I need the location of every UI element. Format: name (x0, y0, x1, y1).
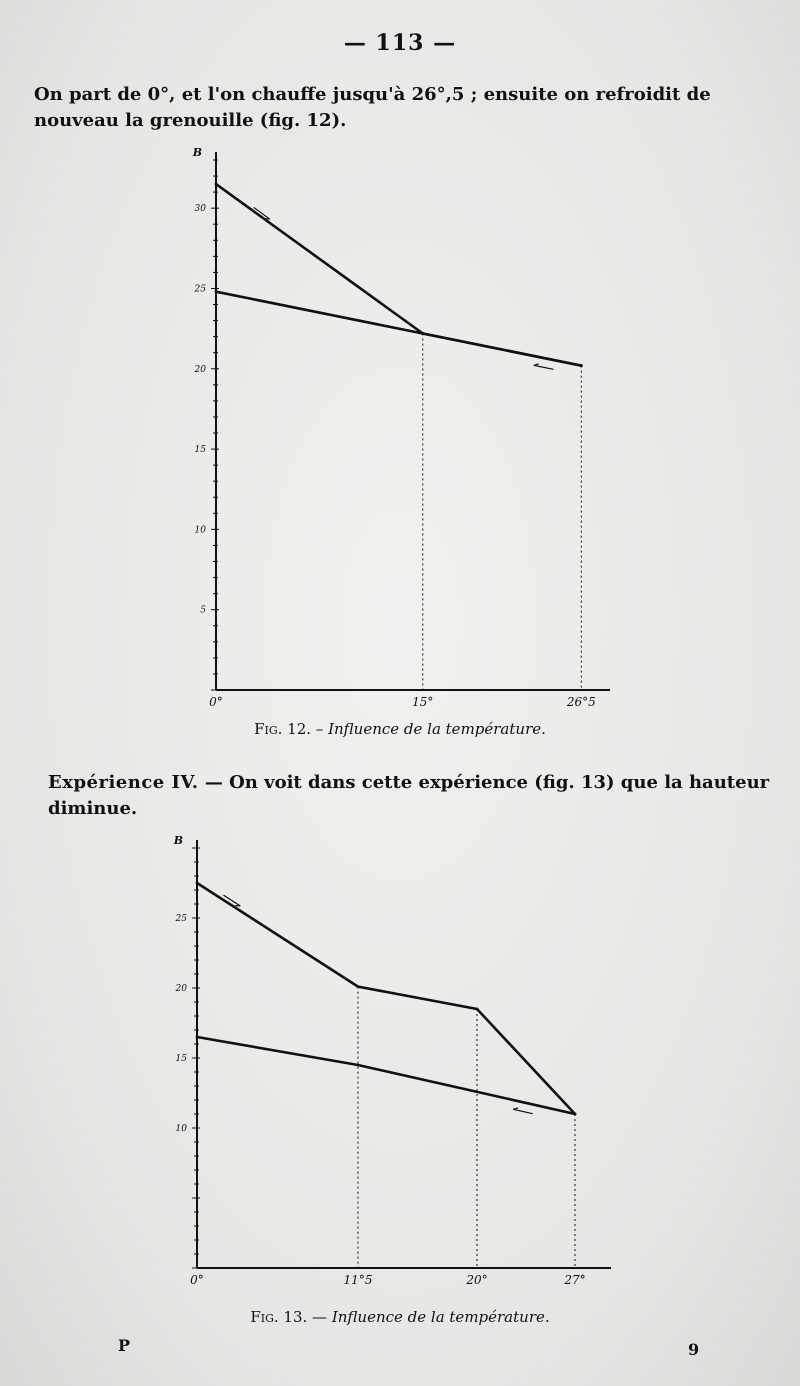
experience-heading: Expérience IV. (48, 772, 199, 793)
fig12-data-point (215, 290, 218, 293)
fig12-data-point (421, 332, 424, 335)
fig12-x-tick-label: 26°5 (566, 695, 596, 709)
fig12-y-tick-label: 20 (194, 364, 206, 375)
fig12-x-tick-label: 0° (209, 695, 223, 709)
paragraph-experience-4 (48, 770, 778, 822)
fig13-y-tick-label: 10 (175, 1124, 187, 1134)
fig13-data-point (357, 1064, 360, 1067)
fig13-direction-arrow (513, 1109, 533, 1113)
figure-12-label: Fig. 12. (254, 720, 312, 738)
fig13-data-point (196, 882, 199, 885)
fig12-data-point (215, 183, 218, 186)
fig13-x-tick-label: 27° (564, 1273, 586, 1287)
figure-12-caption (0, 720, 800, 738)
fig12-y-tick-label: 5 (200, 605, 206, 616)
fig13-y-axis-label: B (173, 834, 183, 847)
fig12-direction-arrowhead (265, 219, 270, 220)
fig13-series-line-1 (197, 883, 575, 1114)
fig13-x-tick-label: 11°5 (343, 1273, 373, 1287)
fig12-direction-arrow (534, 365, 554, 369)
page-number: — 113 — (343, 30, 457, 56)
fig12-y-tick-label: 10 (194, 525, 206, 536)
paragraph-intro: On part de 0°, et l'on chauffe jusqu'à 26°,5 ; ensuite on refroidit de nouveau la grenouille (fig. 12). (34, 84, 711, 131)
experience-body: — On voit dans cette expérience (fig. 13) que la hauteur diminue. (48, 772, 770, 819)
figure-12-title: – Influence de la température. (311, 720, 546, 738)
figure-12-plot (192, 146, 610, 709)
fig13-series-line-2 (197, 1037, 575, 1114)
figure-13-plot (173, 834, 611, 1287)
fig12-y-tick-label: 30 (194, 204, 206, 215)
fig12-y-tick-label: 15 (194, 445, 206, 456)
fig13-x-tick-label: 20° (466, 1273, 488, 1287)
figure-13-caption (0, 1308, 800, 1326)
figure-13-title: — Influence de la température. (307, 1308, 550, 1326)
fig12-y-axis-label: B (192, 146, 202, 159)
fig13-data-point (196, 1036, 199, 1039)
footer-signature-mark: P (118, 1336, 131, 1355)
fig12-series-line-1 (216, 184, 581, 366)
fig13-data-point (574, 1113, 577, 1116)
fig12-y-tick-label: 25 (194, 284, 206, 295)
figure-13-label: Fig. 13. (250, 1308, 308, 1326)
fig13-data-point (357, 985, 360, 988)
fig13-y-tick-label: 25 (175, 914, 187, 924)
fig12-x-tick-label: 15° (412, 695, 434, 709)
fig13-data-point (476, 1008, 479, 1011)
footer-sheet-number: 9 (688, 1340, 700, 1359)
fig12-data-point (580, 364, 583, 367)
fig13-x-tick-label: 0° (190, 1273, 204, 1287)
fig12-direction-arrowhead (534, 364, 539, 365)
fig13-y-tick-label: 15 (175, 1054, 187, 1064)
fig13-y-tick-label: 20 (175, 984, 187, 994)
fig12-series-line-2 (216, 292, 581, 366)
fig13-direction-arrowhead (513, 1108, 518, 1109)
